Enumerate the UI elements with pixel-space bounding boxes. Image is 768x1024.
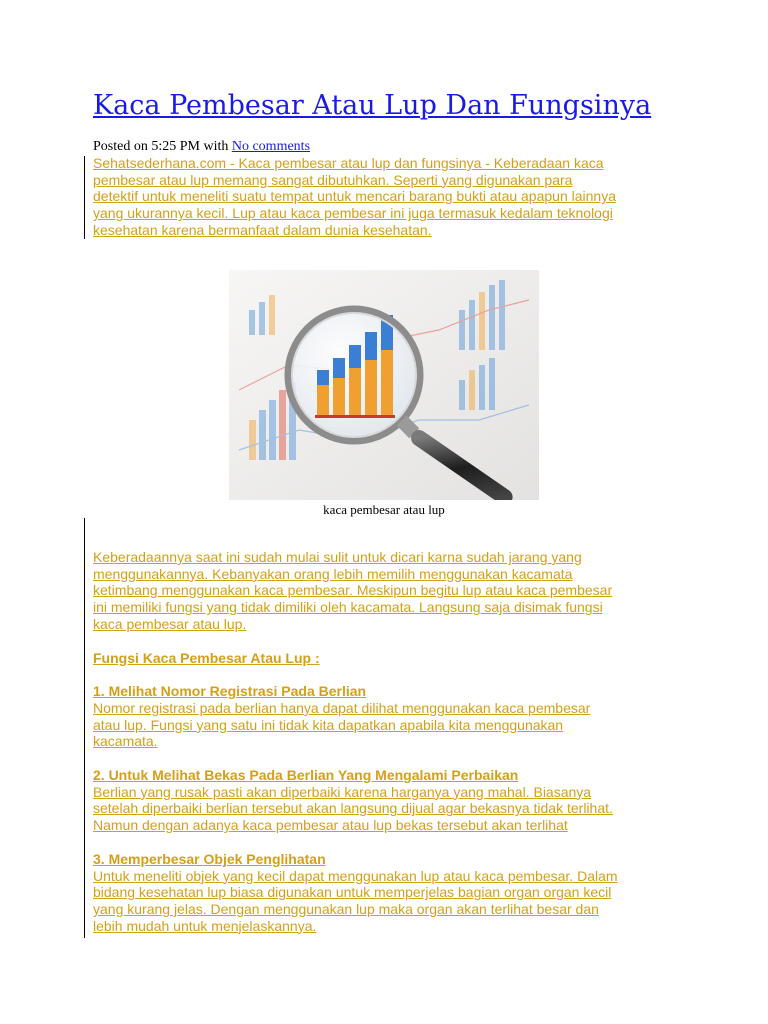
- function-heading: 2. Untuk Melihat Bekas Pada Berlian Yang Mengalami Perbaikan: [93, 767, 519, 784]
- intro-line: detektif untuk meneliti suatu tempat untuk mencari barang bukti atau apapun lainnya: [93, 188, 616, 205]
- function-line: Nomor registrasi pada berlian hanya dapat dilihat menggunakan kaca pembesar: [93, 699, 591, 716]
- paragraph-line: kaca pembesar atau lup.: [93, 615, 247, 632]
- function-line: lebih mudah untuk menjelaskannya.: [93, 917, 317, 934]
- intro-paragraph[interactable]: [93, 155, 693, 239]
- paragraph-line: ini memiliki fungsi yang tidak dimiliki oleh kacamata. Langsung saja disimak fungsi: [93, 599, 603, 616]
- post-meta: [93, 138, 310, 155]
- function-heading: 1. Melihat Nomor Registrasi Pada Berlian: [93, 683, 367, 700]
- magnifier-chart-illustration: [229, 270, 539, 500]
- function-line: Berlian yang rusak pasti akan diperbaiki karena harganya yang mahal. Biasanya: [93, 783, 592, 800]
- article-body[interactable]: [93, 549, 693, 934]
- intro-line: Sehatsederhana.com - Kaca pembesar atau lup dan fungsinya - Keberadaan kaca: [93, 155, 604, 171]
- image-caption: kaca pembesar atau lup: [323, 502, 445, 517]
- intro-line: pembesar atau lup memang sangat dibutuhkan. Seperti yang digunakan para: [93, 171, 573, 188]
- paragraph-line: ketimbang menggunakan kaca pembesar. Meskipun begitu lup atau kaca pembesar: [93, 582, 613, 599]
- function-line: yang kurang jelas. Dengan menggunakan lup maka organ akan terlihat besar dan: [93, 900, 599, 917]
- article-title[interactable]: Kaca Pembesar Atau Lup Dan Fungsinya: [93, 90, 652, 121]
- function-line: Untuk meneliti objek yang kecil dapat menggunakan lup atau kaca pembesar. Dalam: [93, 867, 618, 884]
- function-line: kacamata.: [93, 733, 158, 750]
- comments-link[interactable]: No comments: [231, 139, 311, 154]
- functions-heading: Fungsi Kaca Pembesar Atau Lup :: [93, 649, 320, 666]
- function-line: bidang kesehatan lup biasa digunakan untuk memperjelas bagian organ organ kecil: [93, 884, 612, 901]
- function-line: atau lup. Fungsi yang satu ini tidak kita dapatkan apabila kita menggunakan: [93, 716, 564, 733]
- intro-line: kesehatan karena bermanfaat dalam dunia kesehatan.: [93, 221, 432, 238]
- quote-bar: [84, 518, 85, 938]
- paragraph-line: menggunakannya. Kebanyakan orang lebih memilih menggunakan kacamata: [93, 565, 573, 582]
- function-line: Namun dengan adanya kaca pembesar atau lup bekas tersebut akan terlihat: [93, 817, 568, 834]
- posted-time: Posted on 5:25 PM with: [93, 139, 229, 154]
- quote-bar: [84, 156, 85, 239]
- magnifier-chart-image: [229, 270, 539, 500]
- function-heading: 3. Memperbesar Objek Penglihatan: [93, 850, 326, 867]
- paragraph-line: Keberadaannya saat ini sudah mulai sulit untuk dicari karna sudah jarang yang: [93, 549, 582, 565]
- intro-line: yang ukurannya kecil. Lup atau kaca pembesar ini juga termasuk kedalam teknologi: [93, 205, 613, 222]
- function-line: setelah diperbaiki berlian tersebut akan langsung dijual agar bekasnya tidak terlihat.: [93, 800, 613, 817]
